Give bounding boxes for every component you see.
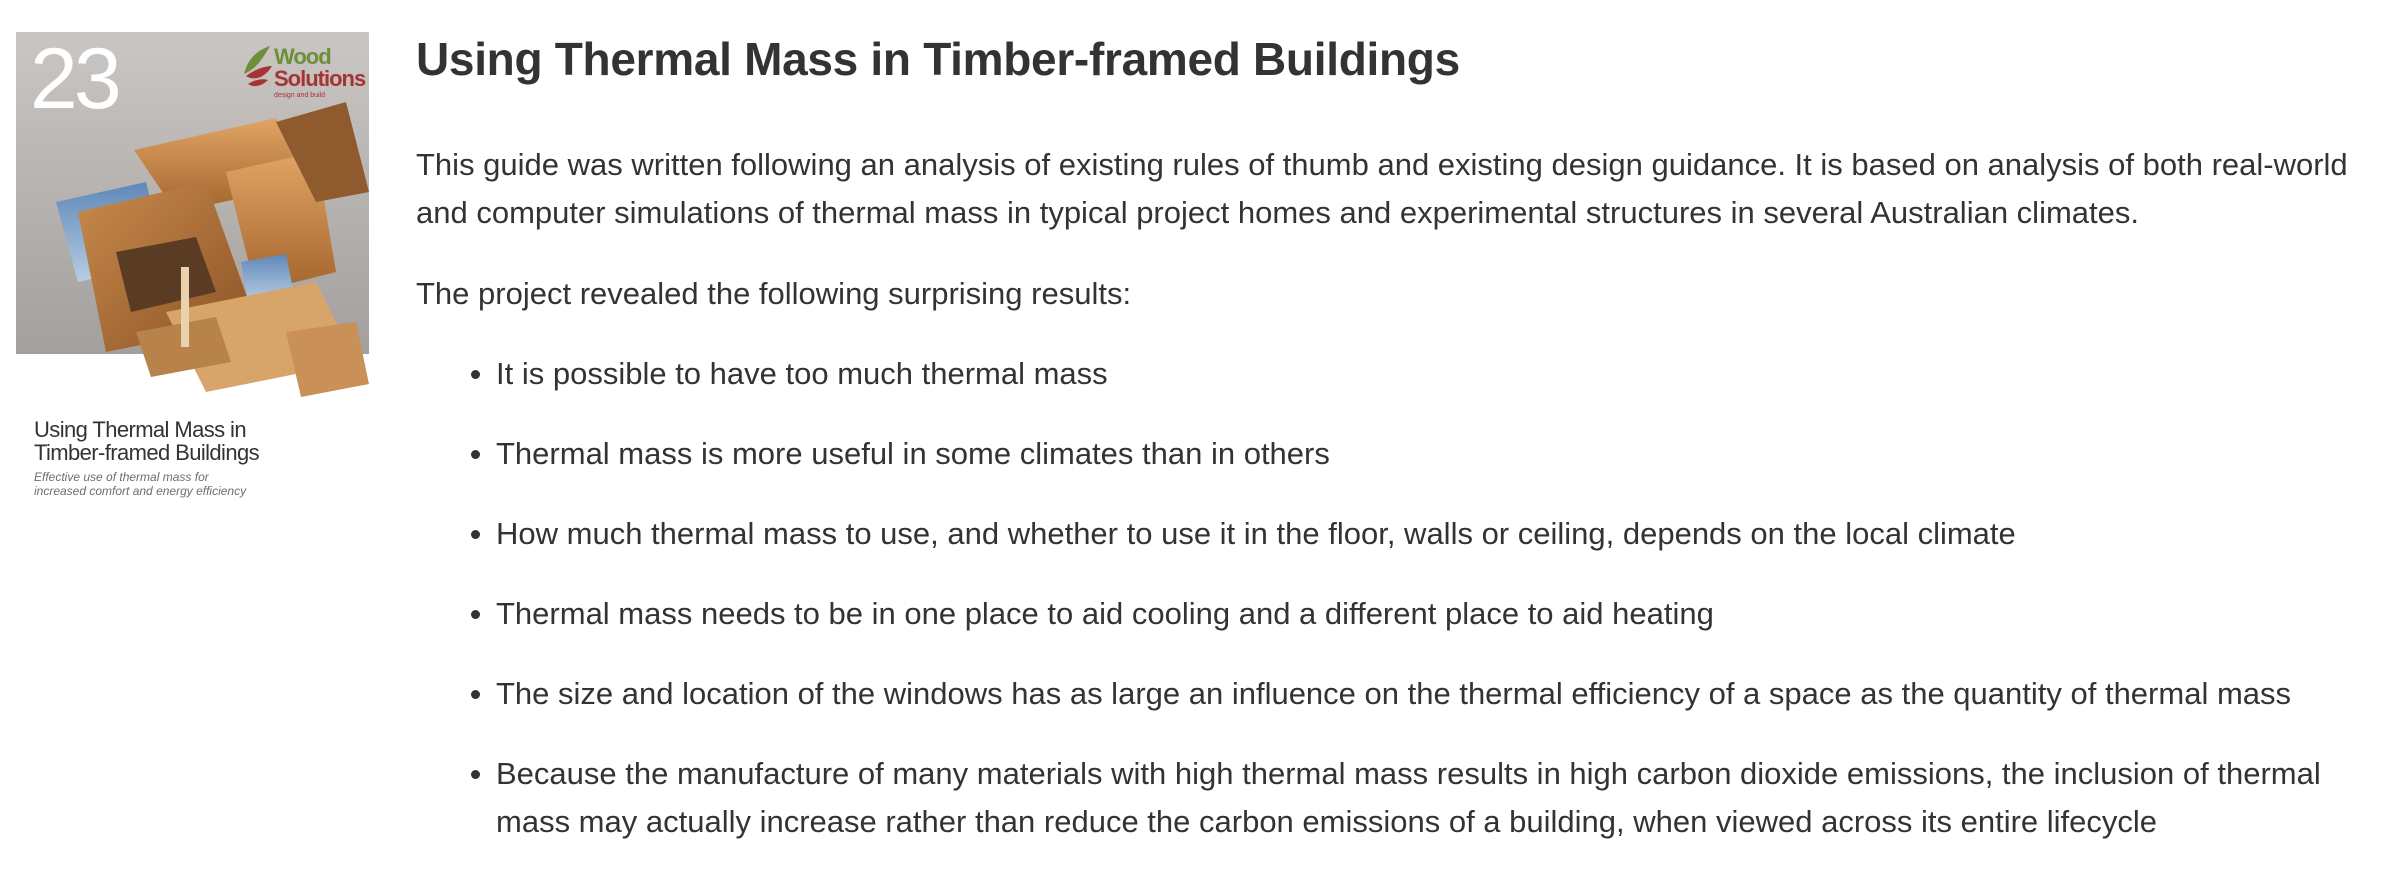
cover-guide-number: 23 (30, 32, 118, 127)
bullet-dot-icon (471, 450, 480, 459)
bullet-dot-icon (471, 370, 480, 379)
wood-solutions-leaf-icon (240, 44, 274, 90)
cover-subtitle-line1: Effective use of thermal mass for (34, 470, 209, 484)
results-lead-in: The project revealed the following surprising results: (416, 276, 1132, 311)
list-item (416, 670, 2372, 718)
cover-title-line1: Using Thermal Mass in (34, 417, 246, 442)
list-item-text: Thermal mass needs to be in one place to aid cooling and a different place to aid heating (496, 596, 1714, 631)
bullet-dot-icon (471, 530, 480, 539)
intro-paragraph: This guide was written following an analysis of existing rules of thumb and existing design guidance. It is based on analysis of both real-world and computer simulations of thermal mass in typical project homes and experimental structures in several Australian climates. (416, 147, 2348, 230)
cover-title-line2: Timber-framed Buildings (34, 440, 260, 465)
list-item-text: The size and location of the windows has as large an influence on the thermal efficiency of a space as the quantity of thermal mass (496, 676, 2292, 711)
logo-wordmark-wood: Wood (274, 44, 331, 69)
logo-tagline: design and build (274, 92, 325, 99)
list-item-text: Because the manufacture of many materials with high thermal mass results in high carbon dioxide emissions, the inclusion of thermal mass may actually increase rather than reduce the carbon emissions of a building, when viewed across its entire lifecycle (496, 756, 2321, 839)
bullet-dot-icon (471, 770, 480, 779)
bullet-dot-icon (471, 610, 480, 619)
cover-subtitle (34, 470, 246, 498)
guide-cover-image[interactable] (16, 32, 369, 532)
list-item-text: It is possible to have too much thermal mass (496, 356, 1108, 391)
logo-wordmark-solutions: Solutions (274, 66, 366, 91)
list-item (416, 750, 2372, 846)
list-item (416, 590, 2372, 638)
page-title: Using Thermal Mass in Timber-framed Buildings (416, 33, 1460, 85)
cover-title (34, 418, 259, 464)
list-item-text: Thermal mass is more useful in some climates than in others (496, 436, 1330, 471)
list-item-text: How much thermal mass to use, and whether to use it in the floor, walls or ceiling, depends on the local climate (496, 516, 2016, 551)
list-item (416, 510, 2372, 558)
bullet-dot-icon (471, 690, 480, 699)
list-item (416, 350, 2372, 398)
results-list (416, 350, 2372, 873)
wood-solutions-logo (240, 42, 368, 108)
cover-subtitle-line2: increased comfort and energy efficiency (34, 484, 247, 498)
list-item (416, 430, 2372, 478)
